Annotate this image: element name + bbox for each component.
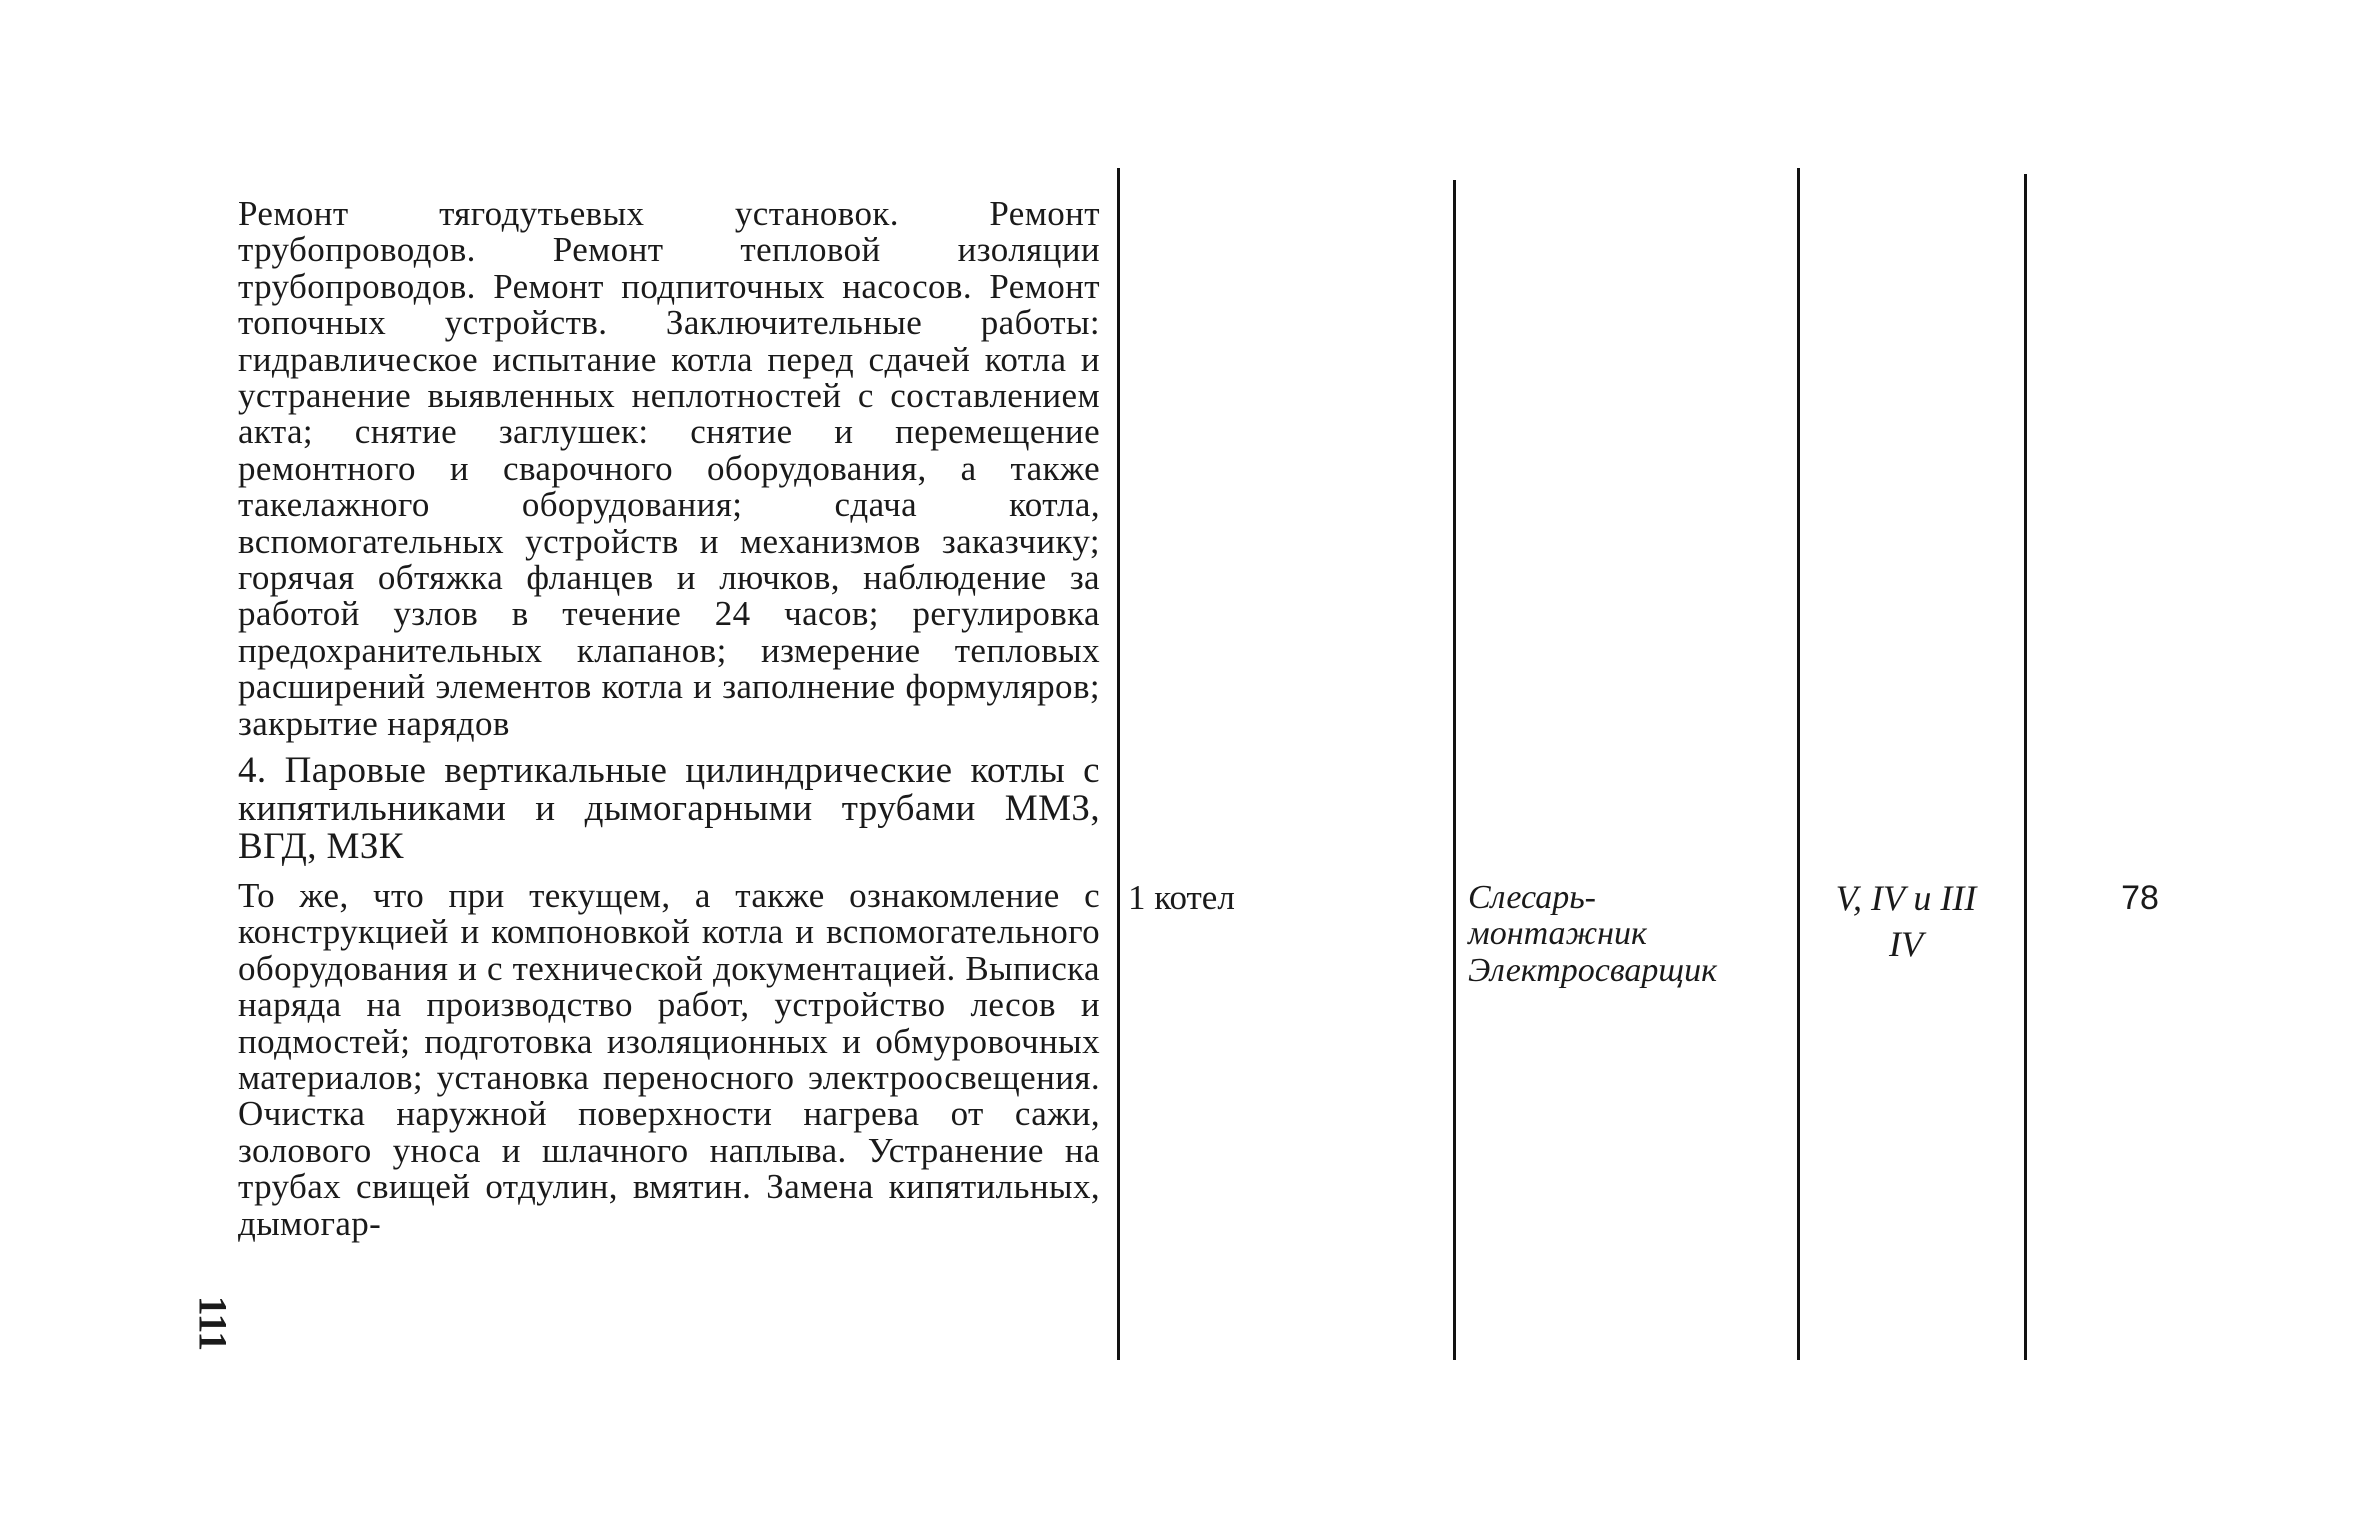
work-description-continuation: Ремонт тягодутьевых установок. Ремонт трубопроводов. Ремонт тепловой изоляции трубопроводов. Ремонт подпиточных насосов. Ремонт топочных устройств. Заключительные работы: гидравлическое испытание котла перед сдачей котла и устранение выявленных неплотностей с составлением акта; снятие заглушек: снятие и перемещение ремонтного и сварочного оборудования, а также такелажного оборудования; сдача котла, вспомогательных устройств и механизмов заказчику; горячая обтяжка фланцев и лючков, наблюдение за работой узлов в течение 24 часов; регулировка предохранительных клапанов; измерение тепловых расширений элементов котла и заполнение формуляров; закрытие нарядов [238, 194, 1100, 743]
page-number: 111 [190, 1295, 236, 1352]
column-rule-1 [1117, 168, 1120, 1360]
column-rule-2 [1453, 180, 1456, 1360]
column-rule-3 [1797, 168, 1800, 1360]
profession-2: Электросварщик [1468, 951, 1717, 989]
profession-1: Слесарь-монтажник [1468, 879, 1647, 953]
column-rule-4 [2024, 174, 2027, 1360]
grade-cell [1790, 880, 2022, 963]
work-description: То же, что при текущем, а также ознакомление с конструкцией и компоновкой котла и вспомогательного оборудования и с технической документацией. Выписка наряда на производство работ, устройство лесов и подмостей; подготовка изоляционных и обмуровочных материалов; установка переносного электроосвещения. Очистка наружной поверхности нагрева от сажи, золового уноса и шлачного наплыва. Устранение на трубах свищей отдулин, вмятин. Замена кипятильных, дымогар- [238, 876, 1100, 1243]
section-heading: 4. Паровые вертикальные цилиндрические котлы с кипятильниками и дымогарными трубами ММЗ, ВГД, МЗК [238, 750, 1100, 867]
norm-value-cell: 78 [2121, 879, 2159, 917]
grade-1: V, IV и III [1835, 878, 1977, 918]
profession-cell [1468, 880, 1768, 989]
quantity-cell: 1 котел [1128, 878, 1235, 917]
grade-2: IV [1889, 924, 1923, 965]
